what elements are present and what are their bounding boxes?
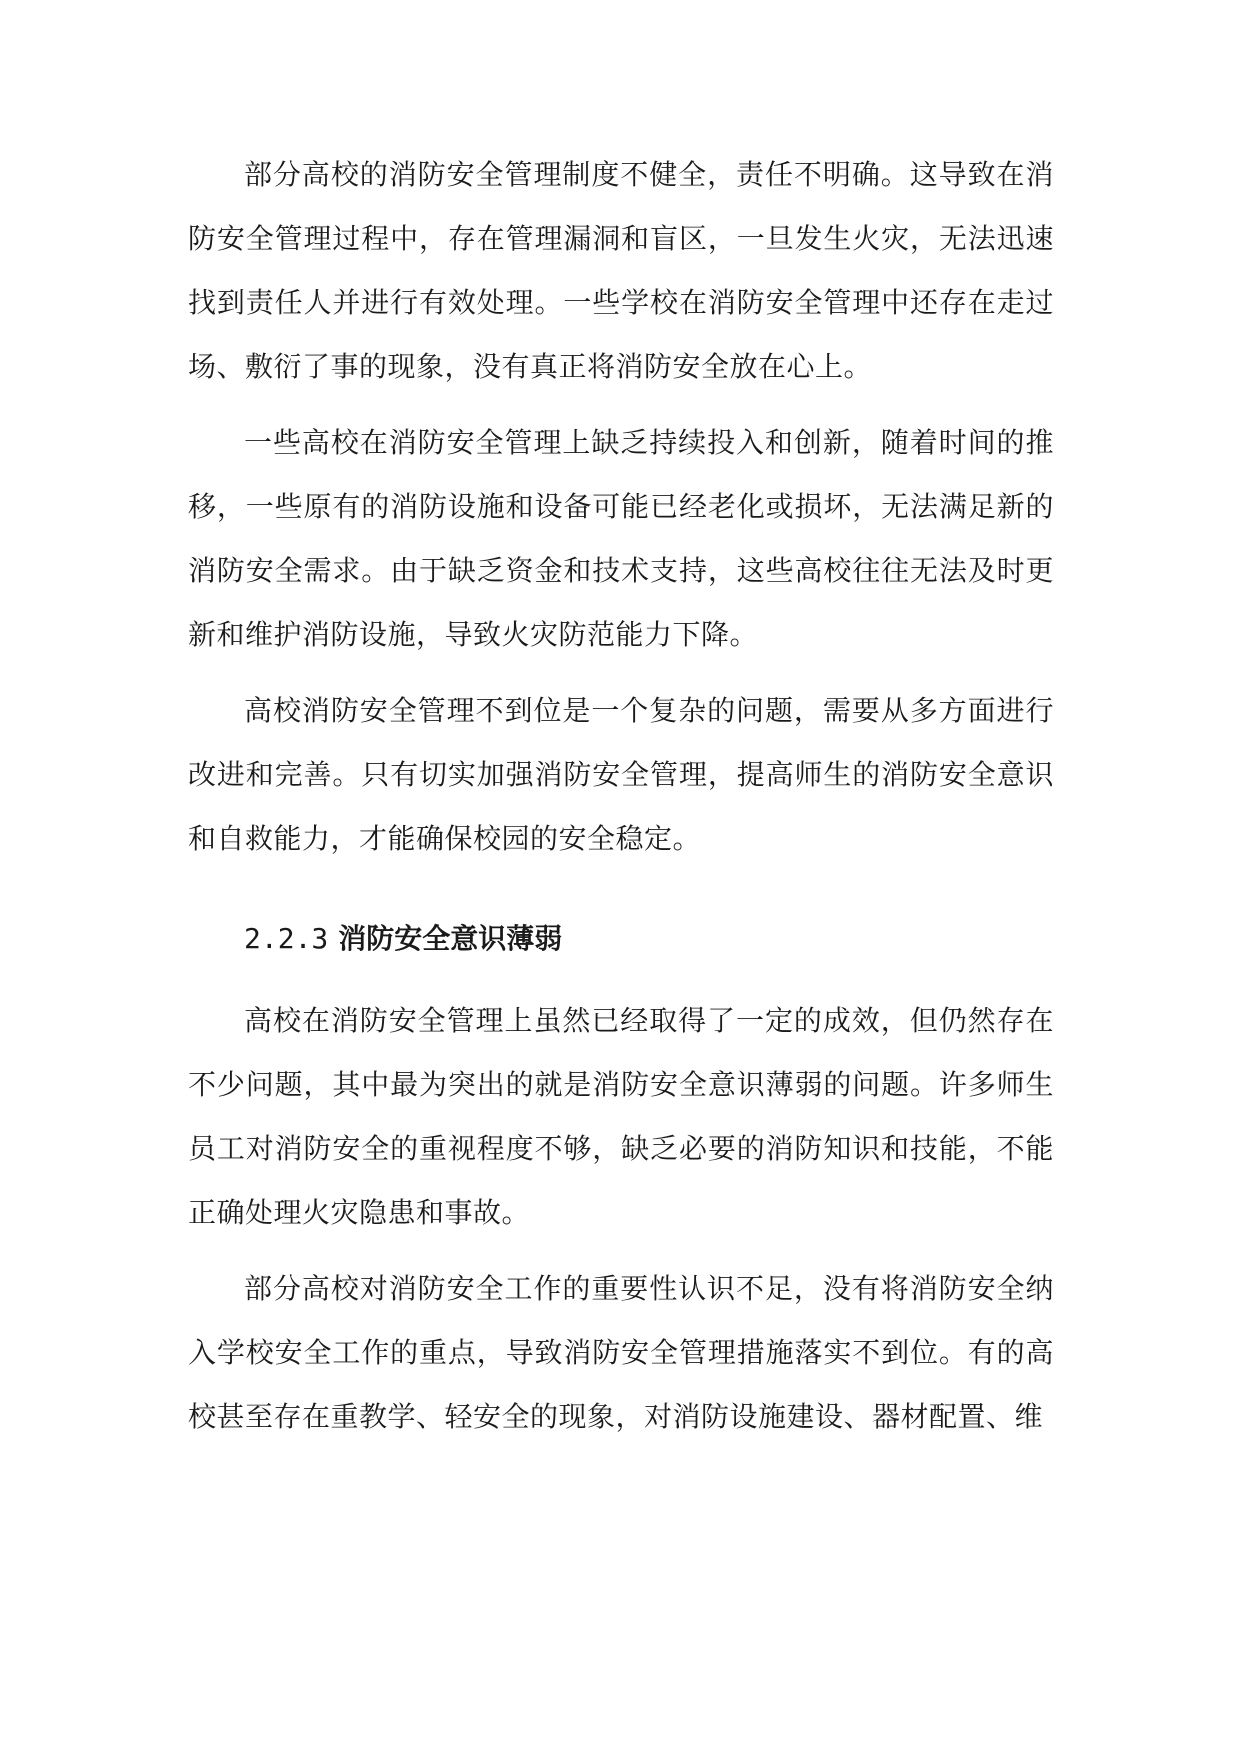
document-body <box>188 143 1054 1449</box>
paragraph-management-system: 部分高校的消防安全管理制度不健全，责任不明确。这导致在消防安全管理过程中，存在管理漏洞和盲区，一旦发生火灾，无法迅速找到责任人并进行有效处理。一些学校在消防安全管理中还存在走过场、敷衍了事的现象，没有真正将消防安全放在心上。 <box>188 158 1054 383</box>
paragraph-awareness-weak: 高校在消防安全管理上虽然已经取得了一定的成效，但仍然存在不少问题，其中最为突出的就是消防安全意识薄弱的问题。许多师生员工对消防安全的重视程度不够，缺乏必要的消防知识和技能，不能正确处理火灾隐患和事故。 <box>188 1004 1054 1229</box>
paragraph-insufficient-recognition: 部分高校对消防安全工作的重要性认识不足，没有将消防安全纳入学校安全工作的重点，导致消防安全管理措施落实不到位。有的高校甚至存在重教学、轻安全的现象，对消防设施建设、器材配置、维 <box>188 1272 1054 1433</box>
section-title: 消防安全意识薄弱 <box>338 922 563 955</box>
section-number: 2.2.3 <box>244 922 329 955</box>
paragraph-investment-innovation: 一些高校在消防安全管理上缺乏持续投入和创新，随着时间的推移，一些原有的消防设施和设备可能已经老化或损坏，无法满足新的消防安全需求。由于缺乏资金和技术支持，这些高校往往无法及时更新和维护消防设施，导致火灾防范能力下降。 <box>188 426 1054 651</box>
paragraph-conclusion: 高校消防安全管理不到位是一个复杂的问题，需要从多方面进行改进和完善。只有切实加强消防安全管理，提高师生的消防安全意识和自救能力，才能确保校园的安全稳定。 <box>188 694 1054 855</box>
section-heading <box>188 907 1054 971</box>
